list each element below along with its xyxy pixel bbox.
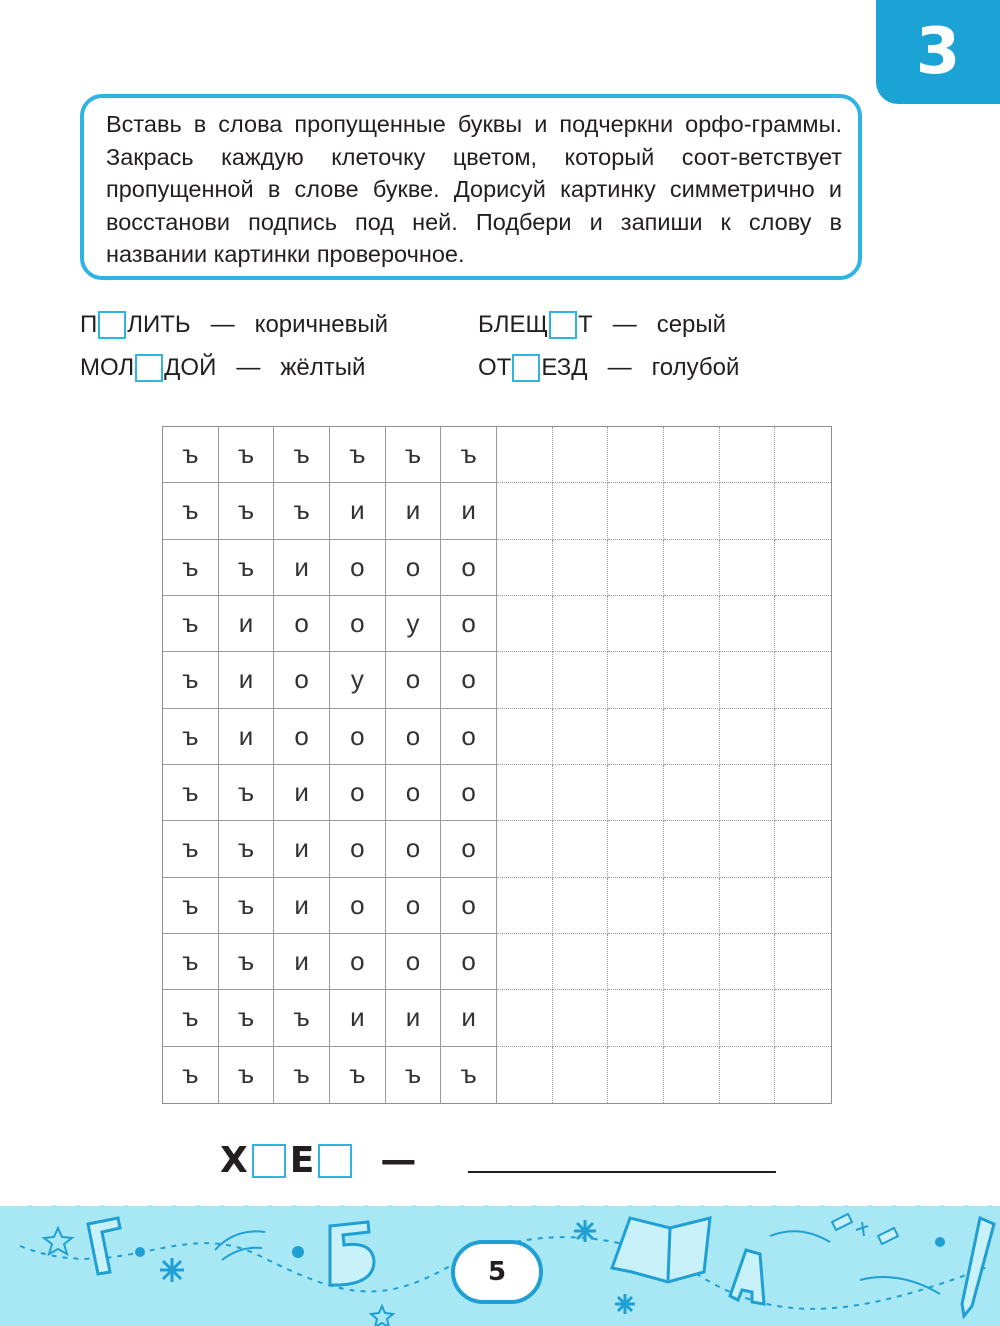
word-item-4 (478, 353, 739, 383)
grid-cell[interactable]: ъ (163, 765, 219, 821)
grid-cell[interactable] (608, 483, 664, 539)
grid-cell[interactable]: о (441, 821, 497, 877)
grid-cell[interactable]: о (441, 709, 497, 765)
grid-cell[interactable] (775, 596, 831, 652)
grid-cell[interactable]: ъ (219, 934, 275, 990)
grid-cell[interactable]: и (330, 990, 386, 1046)
grid-cell[interactable]: ъ (219, 540, 275, 596)
grid-cell[interactable] (720, 709, 776, 765)
grid-cell[interactable]: ъ (163, 427, 219, 483)
grid-cell[interactable]: ъ (274, 990, 330, 1046)
grid-cell[interactable]: и (274, 540, 330, 596)
grid-cell[interactable] (553, 821, 609, 877)
exercise-number-tab (876, 0, 1000, 104)
grid-cell[interactable] (775, 821, 831, 877)
grid-cell[interactable]: ъ (163, 1047, 219, 1103)
word-3-dash: — (236, 354, 261, 381)
snowflake-icon (574, 1220, 596, 1242)
word-3-after: ДОЙ (164, 354, 217, 381)
grid-cell[interactable] (553, 990, 609, 1046)
letter-a-icon (730, 1250, 764, 1304)
star-icon (371, 1306, 393, 1326)
grid-cell[interactable] (553, 709, 609, 765)
grid-cell[interactable]: и (274, 878, 330, 934)
word-2-dash: — (612, 311, 637, 338)
grid-cell[interactable]: и (219, 709, 275, 765)
grid-cell[interactable] (664, 652, 720, 708)
grid-cell[interactable] (608, 765, 664, 821)
grid-cell[interactable] (720, 540, 776, 596)
grid-cell[interactable]: ъ (219, 878, 275, 934)
grid-cell[interactable] (775, 652, 831, 708)
grid-cell[interactable] (720, 483, 776, 539)
word-4-gap-box[interactable] (512, 354, 540, 382)
grid-cell[interactable]: о (330, 765, 386, 821)
word-2-after: Т (578, 311, 593, 338)
grid-cell[interactable] (497, 709, 553, 765)
grid-cell[interactable]: и (274, 934, 330, 990)
word-2-gap-box[interactable] (549, 311, 577, 339)
grid-cell[interactable] (553, 878, 609, 934)
word-item-2 (478, 310, 726, 340)
grid-cell[interactable]: ъ (386, 1047, 442, 1103)
grid-cell[interactable]: о (330, 934, 386, 990)
grid-cell[interactable]: у (330, 652, 386, 708)
grid-cell[interactable]: ъ (330, 1047, 386, 1103)
grid-cell[interactable]: о (441, 934, 497, 990)
grid-cell[interactable]: о (330, 596, 386, 652)
grid-cell[interactable]: ъ (330, 427, 386, 483)
grid-cell[interactable]: ъ (163, 709, 219, 765)
word-1-before: П (80, 311, 98, 338)
grid-cell[interactable]: и (441, 483, 497, 539)
page-number: 5 (487, 1257, 507, 1287)
grid-cell[interactable]: и (219, 652, 275, 708)
grid-cell[interactable]: ъ (219, 1047, 275, 1103)
grid-cell[interactable]: ъ (163, 652, 219, 708)
grid-cell[interactable] (553, 765, 609, 821)
grid-cell[interactable] (553, 483, 609, 539)
word-1-color: коричневый (254, 311, 389, 338)
word-2-color: серый (656, 311, 727, 338)
grid-cell[interactable] (497, 821, 553, 877)
letter-g-icon (88, 1218, 120, 1274)
pencil-icon (962, 1218, 994, 1316)
grid-cell[interactable]: ъ (219, 990, 275, 1046)
grid-cell[interactable] (608, 709, 664, 765)
grid-cell[interactable]: о (441, 540, 497, 596)
grid-cell[interactable] (664, 990, 720, 1046)
word-4-before: ОТ (478, 354, 512, 381)
grid-cell[interactable]: о (330, 540, 386, 596)
answer-letter-2: Е (289, 1140, 315, 1181)
grid-cell[interactable] (720, 878, 776, 934)
grid-cell[interactable]: ъ (163, 540, 219, 596)
answer-write-line[interactable] (468, 1171, 776, 1173)
grid-cell[interactable]: о (441, 878, 497, 934)
grid-cell[interactable] (497, 427, 553, 483)
grid-cell[interactable]: о (330, 878, 386, 934)
dot-icon (135, 1247, 145, 1257)
grid-cell[interactable]: о (441, 765, 497, 821)
grid-cell[interactable] (553, 652, 609, 708)
grid-cell[interactable] (553, 596, 609, 652)
grid-cell[interactable] (720, 765, 776, 821)
grid-cell[interactable]: о (330, 821, 386, 877)
grid-cell[interactable]: ъ (163, 821, 219, 877)
swoosh-icon (860, 1277, 940, 1294)
grid-cell[interactable] (664, 878, 720, 934)
grid-cell[interactable]: ъ (163, 990, 219, 1046)
dot-icon (935, 1237, 945, 1247)
word-4-after: ЕЗД (541, 354, 588, 381)
grid-cell[interactable]: ъ (441, 427, 497, 483)
grid-cell[interactable] (497, 765, 553, 821)
word-4-dash: — (607, 354, 632, 381)
grid-cell[interactable] (608, 934, 664, 990)
word-3-color: жёлтый (280, 354, 366, 381)
grid-cell[interactable] (775, 765, 831, 821)
word-3-before: МОЛ (80, 354, 135, 381)
grid-cell[interactable]: о (441, 652, 497, 708)
snowflake-icon (615, 1294, 635, 1314)
task-instructions-box (80, 94, 862, 280)
grid-cell[interactable]: о (386, 652, 442, 708)
grid-cell[interactable] (608, 540, 664, 596)
word-1-dash: — (210, 311, 235, 338)
grid-cell[interactable] (497, 990, 553, 1046)
word-item-1 (80, 310, 388, 340)
grid-cell[interactable]: о (386, 878, 442, 934)
grid-cell[interactable] (664, 540, 720, 596)
grid-cell[interactable] (497, 878, 553, 934)
grid-cell[interactable]: о (386, 821, 442, 877)
grid-cell[interactable] (608, 427, 664, 483)
grid-cell[interactable] (775, 878, 831, 934)
grid-cell[interactable]: и (386, 483, 442, 539)
grid-cell[interactable]: о (274, 709, 330, 765)
word-1-after: ЛИТЬ (127, 311, 191, 338)
grid-cell[interactable] (497, 934, 553, 990)
grid-cell[interactable] (720, 934, 776, 990)
grid-cell[interactable] (553, 1047, 609, 1103)
swoosh-icon (770, 1231, 830, 1242)
exercise-number: 3 (915, 15, 961, 89)
grid-cell[interactable]: ъ (219, 765, 275, 821)
grid-cell[interactable]: ъ (163, 596, 219, 652)
word-3-gap-box[interactable] (135, 354, 163, 382)
grid-cell[interactable] (497, 483, 553, 539)
grid-cell[interactable]: и (274, 765, 330, 821)
grid-cell[interactable] (497, 540, 553, 596)
grid-cell[interactable] (775, 427, 831, 483)
grid-cell[interactable]: о (386, 934, 442, 990)
word-item-3 (80, 353, 365, 383)
grid-cell[interactable] (497, 652, 553, 708)
grid-cell[interactable]: ъ (274, 1047, 330, 1103)
grid-cell[interactable] (775, 934, 831, 990)
grid-cell[interactable]: о (274, 652, 330, 708)
answer-row (220, 1140, 416, 1181)
word-2-before: БЛЕЩ (478, 311, 549, 338)
grid-cell[interactable] (553, 427, 609, 483)
grid-cell[interactable] (720, 596, 776, 652)
grid-cell[interactable]: ъ (441, 1047, 497, 1103)
grid-cell[interactable] (775, 540, 831, 596)
word-1-gap-box[interactable] (98, 311, 126, 339)
grid-cell[interactable] (608, 596, 664, 652)
grid-cell[interactable] (664, 1047, 720, 1103)
word-4-color: голубой (651, 354, 740, 381)
grid-cell[interactable] (664, 821, 720, 877)
grid-cell[interactable] (720, 1047, 776, 1103)
grid-cell[interactable] (664, 934, 720, 990)
grid-cell[interactable]: и (386, 990, 442, 1046)
snowflake-icon (160, 1258, 184, 1282)
grid-cell[interactable]: ъ (219, 483, 275, 539)
grid-cell[interactable] (720, 821, 776, 877)
grid-cell[interactable] (664, 427, 720, 483)
grid-cell[interactable] (664, 709, 720, 765)
grid-cell[interactable] (775, 1047, 831, 1103)
grid-cell[interactable] (664, 596, 720, 652)
grid-cell[interactable] (608, 990, 664, 1046)
grid-cell[interactable]: о (274, 596, 330, 652)
star-icon (44, 1228, 72, 1254)
book-icon (612, 1218, 710, 1282)
grid-cell[interactable] (608, 1047, 664, 1103)
grid-cell[interactable]: ъ (386, 427, 442, 483)
grid-cell[interactable]: о (386, 540, 442, 596)
task-instructions-text: Вставь в слова пропущенные буквы и подчеркни орфо-граммы. Закрась каждую клеточку цветом, который соот-ветствует пропущенной в слове букве. Дорисуй картинку симметрично и восстанови подпись под ней. Подбери и запиши к слову в названии картинки проверочное. (106, 111, 842, 267)
grid-cell[interactable]: ъ (163, 878, 219, 934)
answer-gap-box-1[interactable] (252, 1144, 286, 1178)
grid-cell[interactable]: и (441, 990, 497, 1046)
answer-dash: — (380, 1140, 417, 1181)
grid-cell[interactable] (775, 483, 831, 539)
grid-cell[interactable]: ъ (219, 821, 275, 877)
dot-icon (292, 1246, 304, 1258)
grid-cell[interactable] (608, 652, 664, 708)
grid-cell[interactable]: ъ (163, 483, 219, 539)
grid-cell[interactable]: и (330, 483, 386, 539)
grid-cell[interactable]: ъ (163, 934, 219, 990)
grid-cell[interactable] (608, 878, 664, 934)
grid-cell[interactable]: о (441, 596, 497, 652)
grid-cell[interactable] (497, 596, 553, 652)
grid-cell[interactable]: ъ (274, 427, 330, 483)
grid-cell[interactable]: о (330, 709, 386, 765)
grid-cell[interactable] (720, 652, 776, 708)
answer-letter-1: Х (220, 1140, 248, 1181)
grid-cell[interactable]: ъ (219, 427, 275, 483)
grid-cell[interactable] (553, 934, 609, 990)
grid-cell[interactable]: ъ (274, 483, 330, 539)
grid-cell[interactable]: о (386, 709, 442, 765)
grid-cell[interactable]: и (274, 821, 330, 877)
grid-cell[interactable] (775, 990, 831, 1046)
page-number-badge (451, 1240, 543, 1304)
grid-cell[interactable] (720, 427, 776, 483)
grid-cell[interactable] (664, 765, 720, 821)
grid-cell[interactable] (720, 990, 776, 1046)
grid-cell[interactable] (553, 540, 609, 596)
grid-cell[interactable] (664, 483, 720, 539)
grid-cell[interactable] (497, 1047, 553, 1103)
coloring-grid (162, 426, 832, 1104)
grid-cell[interactable] (608, 821, 664, 877)
math-symbols-icon (832, 1214, 898, 1244)
letter-b-icon (330, 1222, 374, 1285)
grid-cell[interactable]: у (386, 596, 442, 652)
answer-gap-box-2[interactable] (318, 1144, 352, 1178)
grid-cell[interactable] (775, 709, 831, 765)
grid-cell[interactable]: о (386, 765, 442, 821)
grid-cell[interactable]: и (219, 596, 275, 652)
